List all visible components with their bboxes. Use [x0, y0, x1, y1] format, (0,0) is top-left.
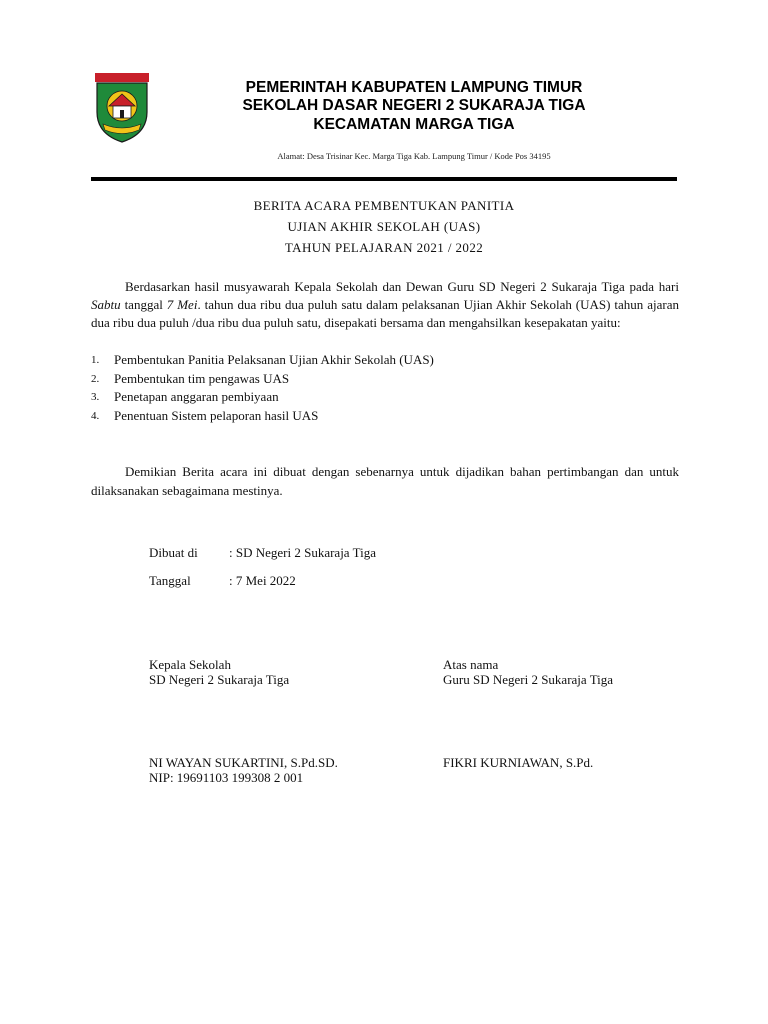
date-label: Tanggal: [149, 573, 191, 588]
paragraph-text-c: . tahun dua ribu dua puluh satu dalam pelaksanan Ujian Akhir Sekolah (UAS) tahun ajaran dua ribu dua puluh /dua ribu dua puluh satu, disepakati bersama dan mengahsilkan kesepakatan yaitu:: [91, 297, 679, 330]
list-item: [91, 407, 679, 426]
academic-year: TAHUN PELAJARAN 2021 / 2022: [284, 240, 484, 255]
meeting-date: 7 Mei: [166, 297, 198, 312]
closing-paragraph: [91, 462, 679, 500]
government-name: PEMERINTAH KABUPATEN LAMPUNG TIMUR: [245, 79, 583, 96]
list-item: [91, 351, 679, 370]
list-number: 2.: [91, 372, 100, 385]
list-number: 1.: [91, 354, 100, 366]
closing-text: Demikian Berita acara ini dibuat dengan sebenarnya untuk dijadikan bahan pertimbangan dan untuk dilaksanakan sebagaimana mestinya.: [91, 464, 679, 498]
list-text: Pembentukan tim pengawas UAS: [114, 370, 290, 386]
meeting-day: Sabtu: [91, 297, 121, 312]
agreement-list: [91, 351, 679, 425]
teacher-group: Guru SD Negeri 2 Sukaraja Tiga: [443, 672, 614, 687]
date-row: [149, 573, 296, 589]
list-text: Penetapan anggaran pembiyaan: [114, 389, 279, 404]
left-signatory-role: [149, 657, 289, 687]
emblem-icon: [91, 72, 153, 144]
emblem-banner: [95, 73, 149, 82]
district-name: KECAMATAN MARGA TIGA: [313, 116, 515, 133]
list-text: Penentuan Sistem pelaporan hasil UAS: [114, 407, 319, 423]
header-divider: [91, 177, 677, 181]
opening-paragraph: [91, 278, 679, 332]
paragraph-text-b: tanggal: [120, 297, 167, 312]
school-address: Alamat: Desa Trisinar Kec. Marga Tiga Kab. Lampung Timur / Kode Pos 34195: [277, 151, 551, 161]
list-item: [91, 388, 679, 407]
document-title: BERITA ACARA PEMBENTUKAN PANITIA: [253, 198, 515, 213]
list-number: 3.: [91, 391, 100, 403]
on-behalf-label: Atas nama: [443, 657, 499, 672]
list-text: Pembentukan Panitia Pelaksanan Ujian Akhir Sekolah (UAS): [114, 352, 434, 367]
right-signatory-name: [443, 755, 593, 770]
place-value: : SD Negeri 2 Sukaraja Tiga: [229, 545, 376, 560]
lampung-timur-emblem: [91, 72, 153, 144]
principal-school: SD Negeri 2 Sukaraja Tiga: [149, 672, 290, 687]
list-number: 4.: [91, 409, 100, 422]
school-name: SEKOLAH DASAR NEGERI 2 SUKARAJA TIGA: [242, 97, 586, 114]
left-signatory-name: [149, 755, 338, 785]
date-value: : 7 Mei 2022: [229, 573, 296, 588]
emblem-door: [120, 110, 124, 118]
paragraph-text-a: Berdasarkan hasil musyawarah Kepala Sekolah dan Dewan Guru SD Negeri 2 Sukaraja Tiga pada hari: [125, 279, 679, 294]
document-subtitle: UJIAN AKHIR SEKOLAH (UAS): [287, 219, 481, 234]
principal-title: Kepala Sekolah: [149, 657, 231, 672]
list-item: [91, 370, 679, 389]
principal-name: NI WAYAN SUKARTINI, S.Pd.SD.: [149, 755, 338, 770]
place-row: [149, 545, 376, 561]
teacher-name: FIKRI KURNIAWAN, S.Pd.: [443, 755, 594, 770]
right-signatory-role: [443, 657, 613, 687]
principal-nip: NIP: 19691103 199308 2 001: [149, 770, 304, 785]
place-label: Dibuat di: [149, 545, 198, 560]
